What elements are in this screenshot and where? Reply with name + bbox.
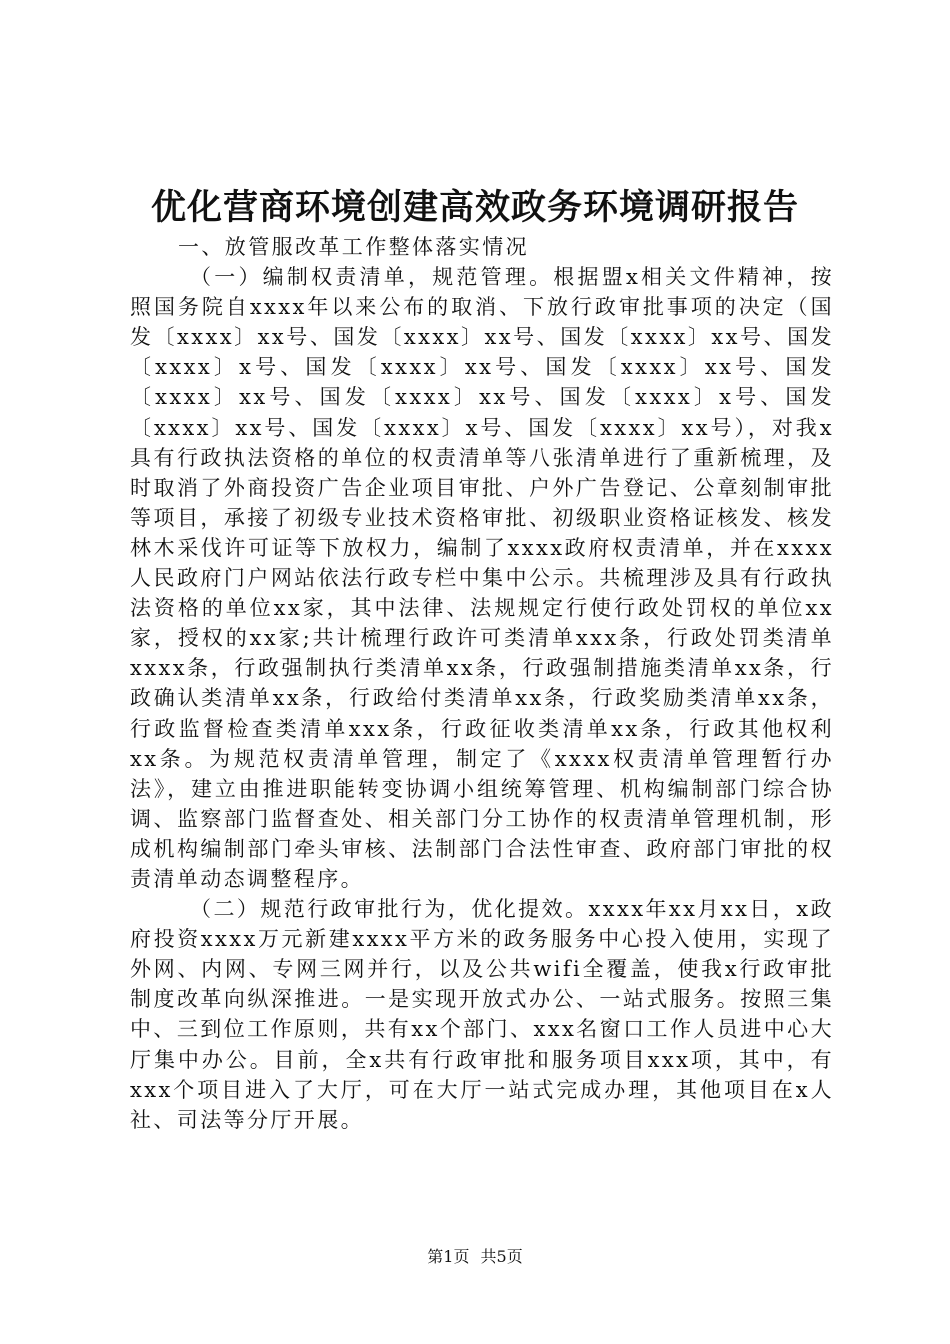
paragraph: （二）规范行政审批行为，优化提效。xxxx年xx月xx日，x政府投资xxxx万元新建xxxx平方米的政务服务中心投入使用，实现了外网、内网、专网三网并行，以及公共wifi全覆盖，使我x行政审批制度改革向纵深推进。一是实现开放式办公、一站式服务。按照三集中、三到位工作原则，共有xx个部门、xxx名窗口工作人员进中心大厅集中办公。目前，全x共有行政审批和服务项目xxx项，其中，有xxx个项目进入了大厅，可在大厅一站式完成办理，其他项目在x人社、司法等分厅开展。 (130, 897, 834, 1132)
page-number: 第1页 (427, 1247, 470, 1266)
page-total: 共5页 (480, 1247, 523, 1266)
document-body (130, 232, 834, 1135)
paragraph: （一）编制权责清单，规范管理。根据盟x相关文件精神，按照国务院自xxxx年以来公布的取消、下放行政审批事项的决定（国发〔xxxx〕xx号、国发〔xxxx〕xx号、国发〔xxxx〕xx号、国发〔xxxx〕x号、国发〔xxxx〕xx号、国发〔xxxx〕xx号、国发〔xxxx〕xx号、国发〔xxxx〕xx号、国发〔xxxx〕x号、国发〔xxxx〕xx号、国发〔xxxx〕x号、国发〔xxxx〕xx号），对我x具有行政执法资格的单位的权责清单等八张清单进行了重新梳理，及时取消了外商投资广告企业项目审批、户外广告登记、公章刻制审批等项目，承接了初级专业技术资格审批、初级职业资格证核发、核发林木采伐许可证等下放权力，编制了xxxx政府权责清单，并在xxxx人民政府门户网站依法行政专栏中集中公示。共梳理涉及具有行政执法资格的单位xx家，其中法律、法规规定行使行政处罚权的单位xx家，授权的xx家;共计梳理行政许可类清单xxx条，行政处罚类清单xxxx条，行政强制执行类清单xx条，行政强制措施类清单xx条，行政确认类清单xx条，行政给付类清单xx条，行政奖励类清单xx条，行政监督检查类清单xxx条，行政征收类清单xx条，行政其他权利xx条。为规范权责清单管理，制定了《xxxx权责清单管理暂行办法》，建立由推进职能转变协调小组统筹管理、机构编制部门综合协调、监察部门监督查处、相关部门分工协作的权责清单管理机制，形成机构编制部门牵头审核、法制部门合法性审查、政府部门审批的权责清单动态调整程序。 (130, 265, 834, 891)
page-footer (0, 1245, 950, 1269)
section-heading: 一、放管服改革工作整体落实情况 (178, 235, 529, 259)
document-title: 优化营商环境创建高效政务环境调研报告 (150, 187, 799, 228)
